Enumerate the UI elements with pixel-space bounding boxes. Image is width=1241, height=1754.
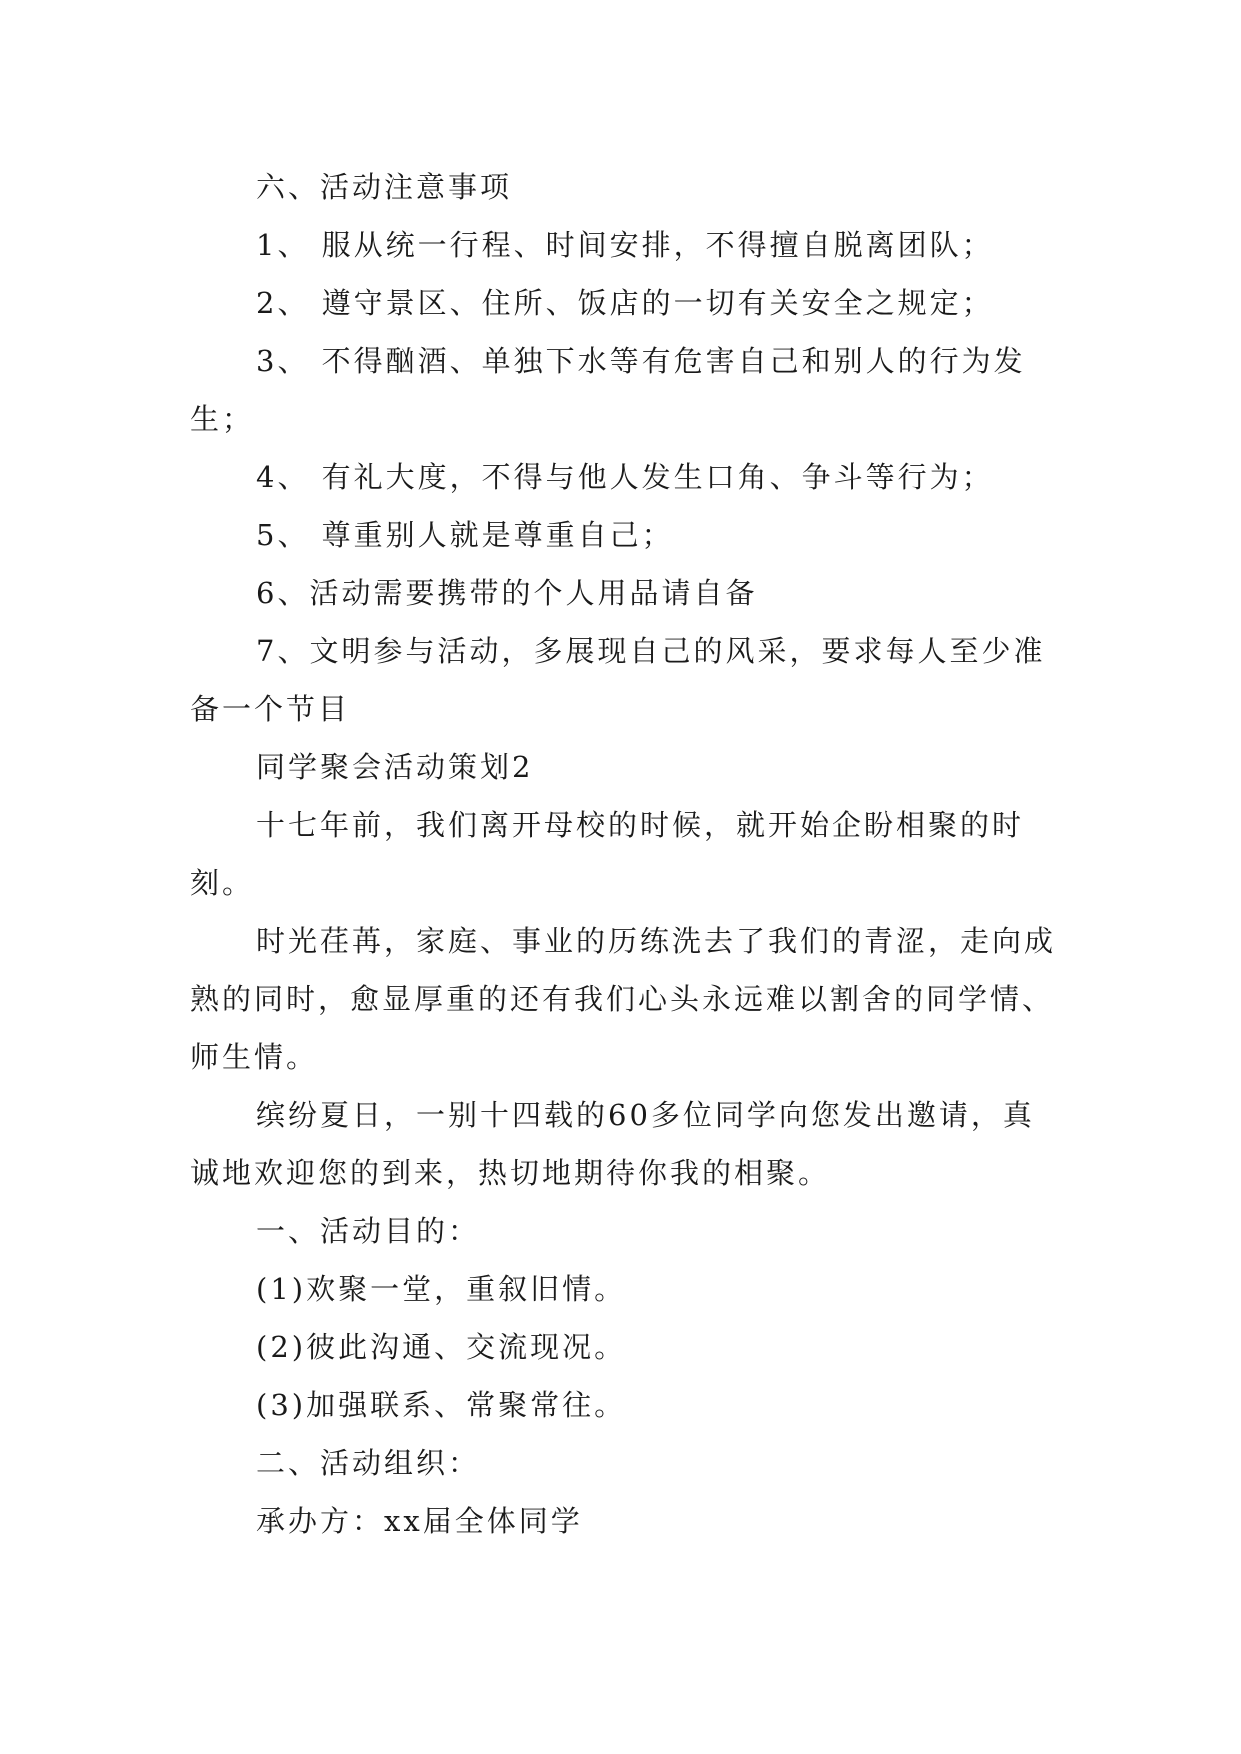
- intro-paragraph-3: 缤纷夏日，一别十四载的60多位同学向您发出邀请，真诚地欢迎您的到来，热切地期待你我的相聚。: [190, 1098, 1035, 1190]
- note-item-5: 5、 尊重别人就是尊重自己；: [256, 518, 674, 552]
- note-item-7: 7、文明参与活动，多展现自己的风采，要求每人至少准备一个节目: [190, 634, 1046, 726]
- section-heading-purpose: 一、活动目的：: [256, 1214, 481, 1248]
- note-item-2: 2、 遵守景区、住所、饭店的一切有关安全之规定；: [256, 286, 994, 320]
- plan-title: 同学聚会活动策划2: [256, 750, 534, 784]
- document-body: [190, 158, 1056, 1550]
- note-item-1: 1、 服从统一行程、时间安排，不得擅自脱离团队；: [256, 228, 994, 262]
- note-item-6: 6、活动需要携带的个人用品请自备: [256, 576, 758, 610]
- purpose-item-1: (1)欢聚一堂，重叙旧情。: [256, 1272, 627, 1306]
- intro-paragraph-2: 时光荏苒，家庭、事业的历练洗去了我们的青涩，走向成熟的同时，愈显厚重的还有我们心头永远难以割舍的同学情、师生情。: [190, 924, 1057, 1074]
- section-heading-organization: 二、活动组织：: [256, 1446, 481, 1480]
- purpose-item-3: (3)加强联系、常聚常往。: [256, 1388, 627, 1422]
- section-heading-notes: 六、活动注意事项: [256, 170, 513, 204]
- note-item-3: 3、 不得酗酒、单独下水等有危害自己和别人的行为发生；: [190, 344, 1026, 436]
- intro-paragraph-1: 十七年前，我们离开母校的时候，就开始企盼相聚的时刻。: [190, 808, 1025, 900]
- purpose-item-2: (2)彼此沟通、交流现况。: [256, 1330, 627, 1364]
- organizer-line: 承办方：xx届全体同学: [256, 1504, 583, 1538]
- note-item-4: 4、 有礼大度，不得与他人发生口角、争斗等行为；: [256, 460, 994, 494]
